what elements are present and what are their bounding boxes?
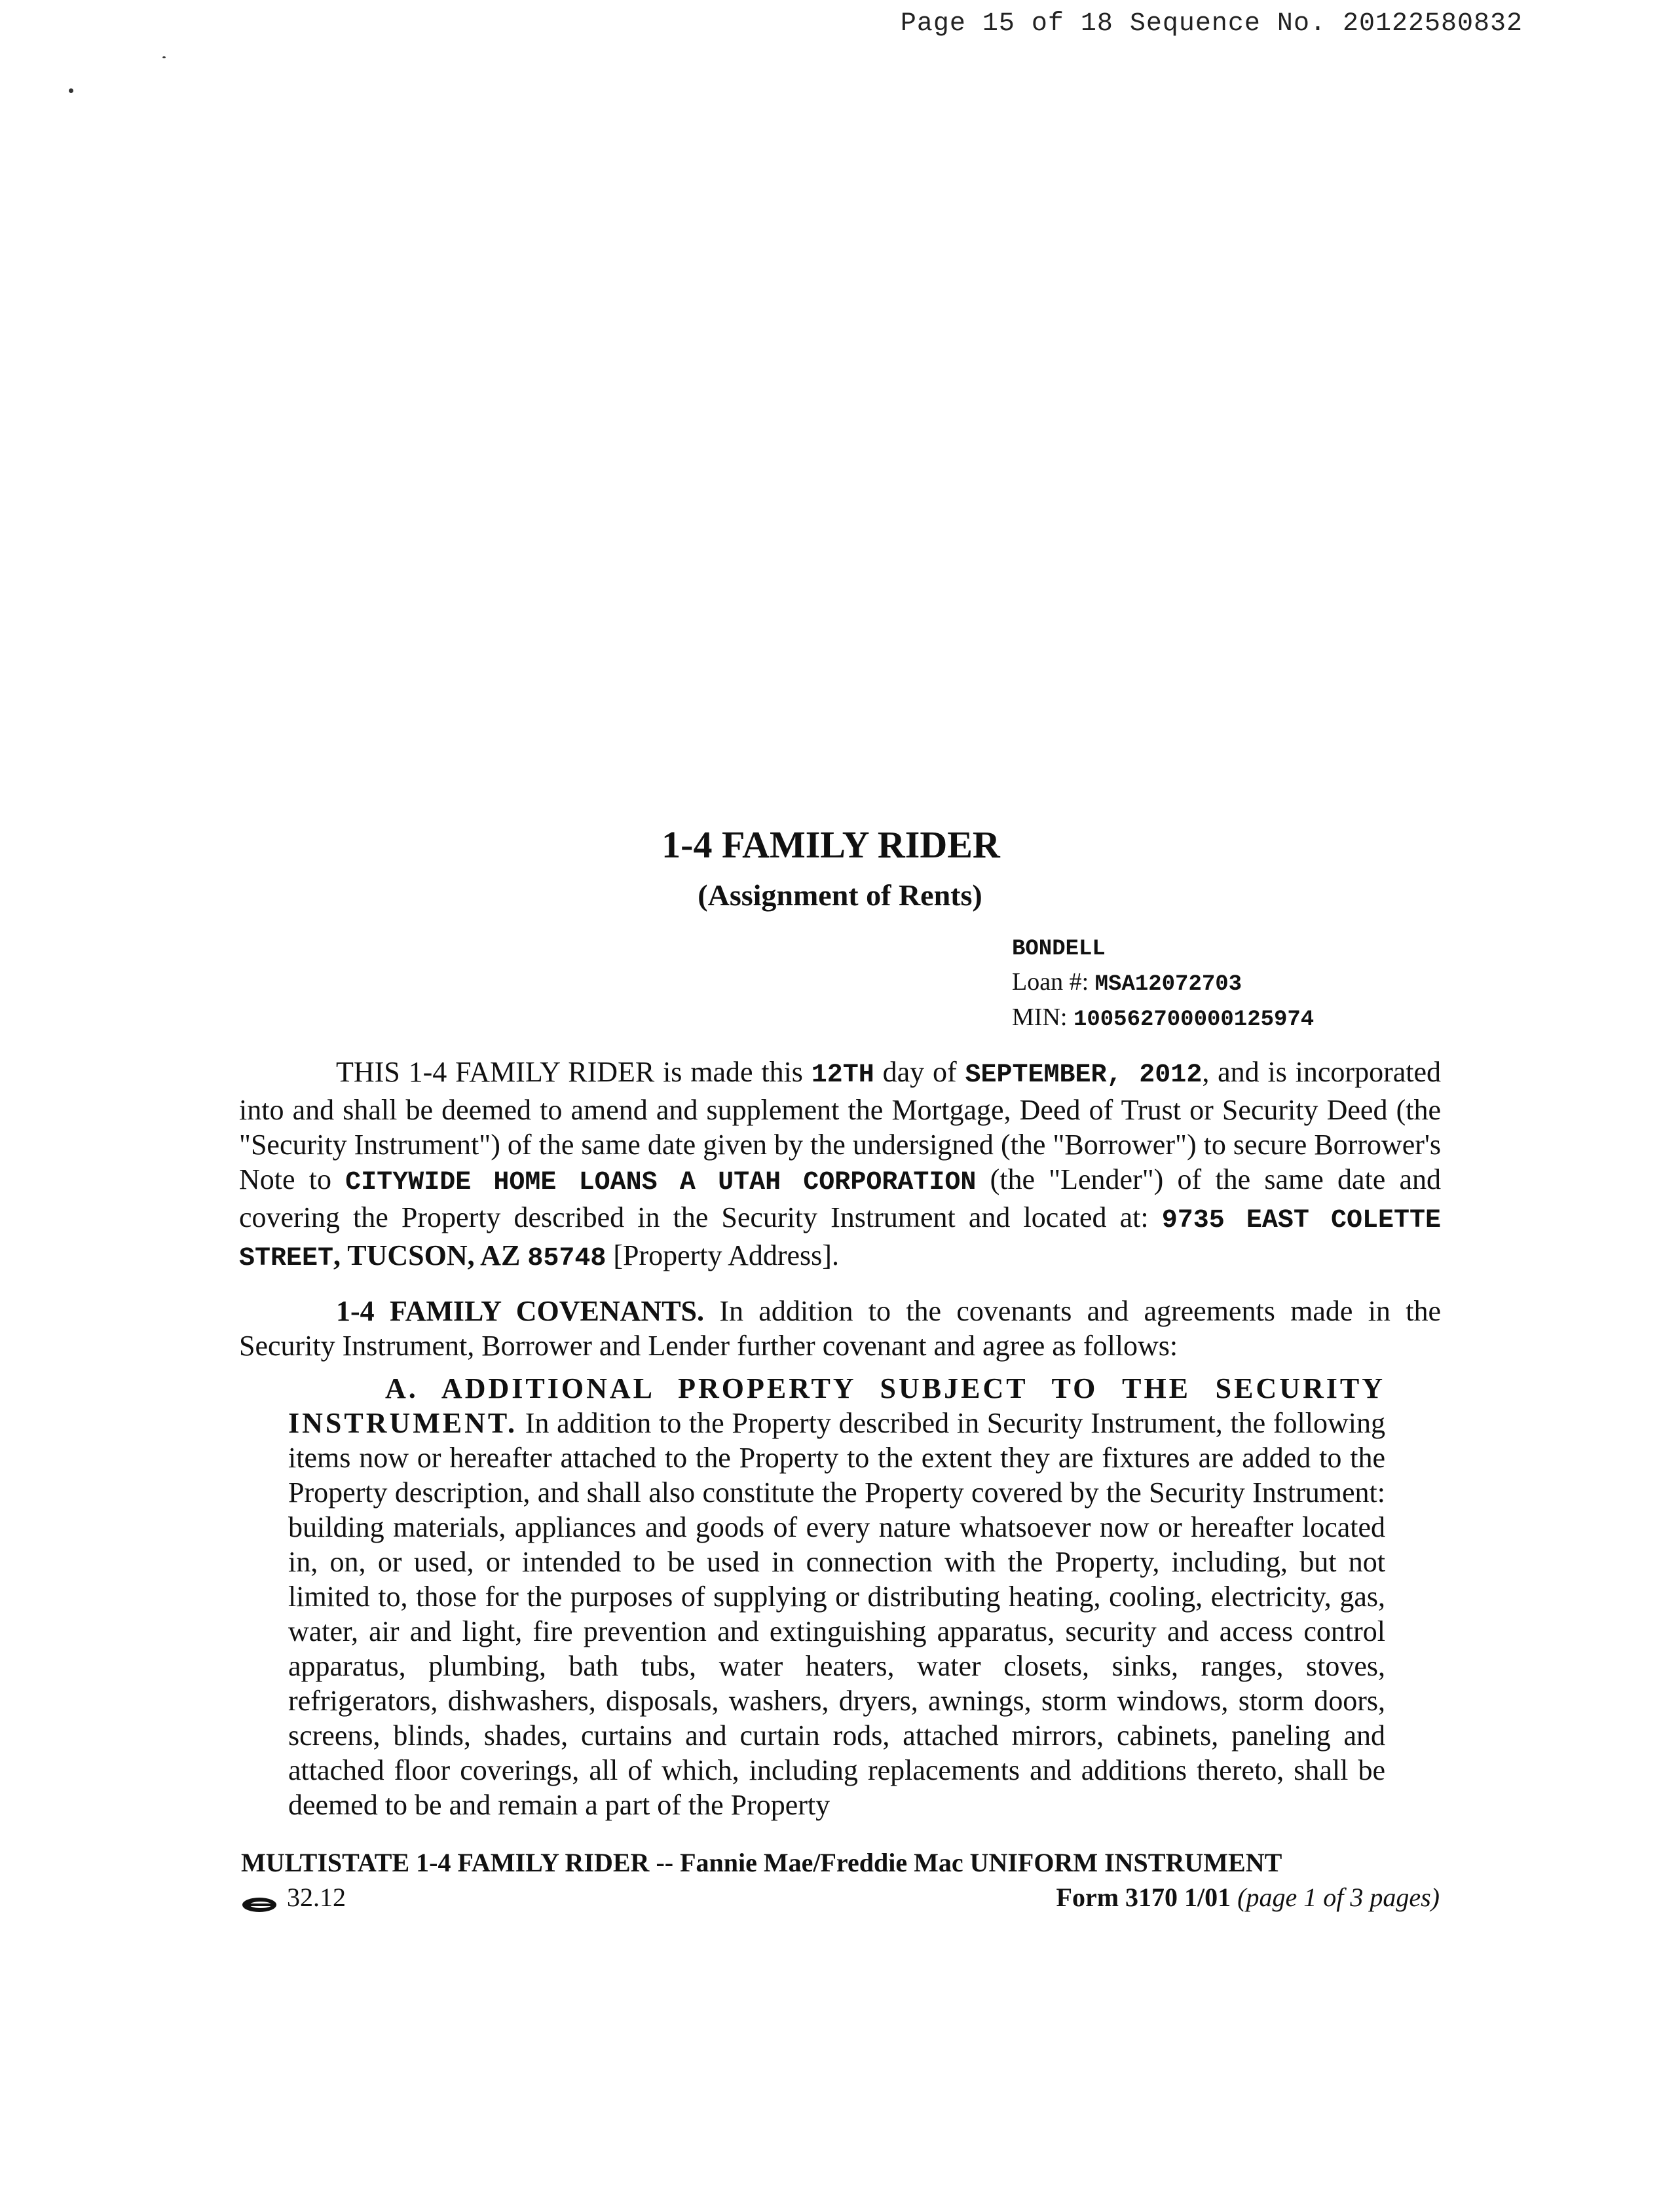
form-title: MULTISTATE 1-4 FAMILY RIDER -- Fannie Mae/Freddie Mac UNIFORM INSTRUMENT <box>241 1848 1282 1877</box>
intro-text: [Property Address]. <box>606 1239 839 1271</box>
form-footer <box>241 1847 1440 1913</box>
loan-number-label: Loan #: <box>1012 968 1095 996</box>
scan-speck <box>69 88 73 93</box>
min-label: MIN: <box>1012 1004 1073 1031</box>
form-number: Form 3170 1/01 <box>1056 1883 1238 1912</box>
section-a-text: In addition to the Property described in Security Instrument, the following items now or hereafter attached to the Property to the extent they are fixtures are added to the Property description, and shall also constitute the Property covered by the Security Instrument: building materials, appliances and goods of every nature whatsoever now or hereafter located in, on, or used, or intended to be used in connection with the Property, including, but not limited to, those for the purposes of supplying or distributing heating, cooling, electricity, gas, water, air and light, fire prevention and extinguishing apparatus, security and access control apparatus, plumbing, bath tubs, water heaters, water closets, sinks, ranges, stoves, refrigerators, dishwashers, disposals, washers, dryers, awnings, storm windows, storm doors, screens, blinds, shades, curtains and curtain rods, attached mirrors, cabinets, paneling and attached floor coverings, all of which, including replacements and additions thereto, shall be deemed to be and remain a part of the Property <box>288 1407 1385 1821</box>
intro-paragraph <box>239 1055 1441 1276</box>
page-info: (page 1 of 3 pages) <box>1237 1883 1440 1912</box>
intro-text: THIS 1-4 FAMILY RIDER is made this <box>336 1056 812 1088</box>
page-sequence-stamp: Page 15 of 18 Sequence No. 20122580832 <box>900 9 1523 39</box>
lender-name: CITYWIDE HOME LOANS A UTAH CORPORATION <box>345 1168 977 1197</box>
logo-icon <box>241 1889 278 1906</box>
min-number: 100562700000125974 <box>1073 1007 1315 1032</box>
property-city: , TUCSON, AZ <box>333 1239 528 1271</box>
document-title <box>0 824 1680 866</box>
covenants-paragraph <box>239 1294 1441 1363</box>
loan-number: MSA12072703 <box>1094 972 1242 997</box>
section-a-heading: A. ADDITIONAL PROPERTY SUBJECT TO THE SECURITY INSTRUMENT. <box>288 1372 1385 1439</box>
intro-text: (the "Lender") of the same date and covering the Property described in the Security Instrument and located at: <box>239 1163 1441 1233</box>
covenants-text: In addition to the covenants and agreements made in the Security Instrument, Borrower and Lender further covenant and agree as follows: <box>239 1295 1441 1362</box>
document-subtitle: (Assignment of Rents) <box>698 878 982 912</box>
rider-month-year: SEPTEMBER, 2012 <box>965 1060 1203 1090</box>
property-zip: 85748 <box>527 1244 607 1273</box>
scan-speck <box>162 56 166 58</box>
rider-day: 12TH <box>811 1060 874 1090</box>
intro-text: day of <box>874 1056 965 1088</box>
covenants-heading: 1-4 FAMILY COVENANTS. <box>336 1295 705 1327</box>
loan-identifiers <box>1012 930 1314 1036</box>
document-title-text: 1-4 FAMILY RIDER <box>662 823 1000 866</box>
section-a-paragraph <box>288 1371 1385 1822</box>
form-reference <box>1056 1882 1440 1913</box>
intro-text: , and is incorporated into and shall be deemed to amend and supplement the Mortgage, Deed of Trust or Security Deed (the "Security Instrument") of the same date given by the undersigned (the "Borrower") to secure Borrower's Note to <box>239 1056 1442 1195</box>
borrower-tag: BONDELL <box>1012 937 1106 962</box>
form-version: 32.12 <box>287 1883 346 1912</box>
property-street: 9735 EAST COLETTE STREET <box>239 1206 1441 1273</box>
